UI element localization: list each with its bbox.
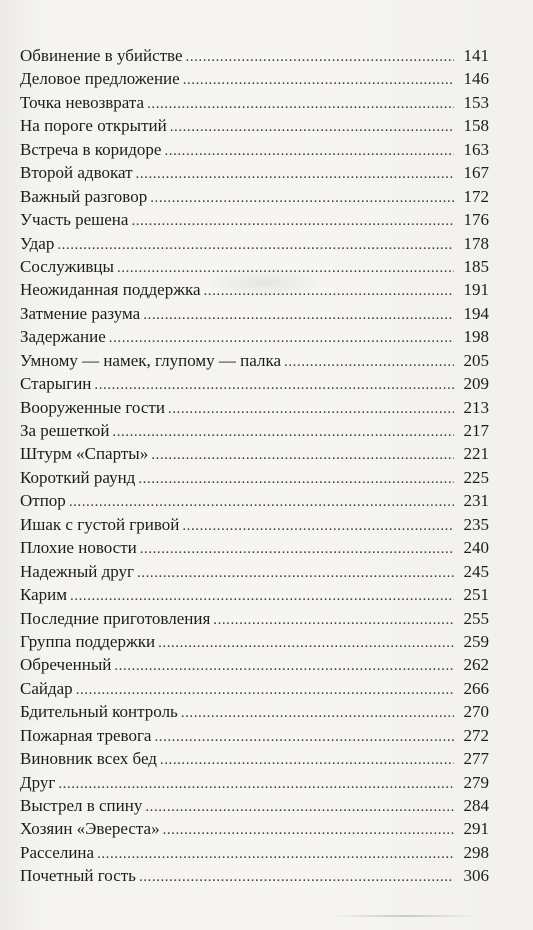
toc-dot-leader: [70, 588, 454, 605]
toc-entry-title: Второй адвокат: [20, 163, 133, 183]
toc-dot-leader: [58, 776, 454, 793]
toc-dot-leader: [154, 729, 454, 746]
toc-entry-title: Выстрел в спину: [20, 796, 143, 815]
toc-entry: [20, 702, 489, 725]
toc-entry-title: Вооруженные гости: [20, 397, 165, 417]
toc-dot-leader: [168, 401, 454, 418]
toc-entry: [20, 609, 489, 632]
toc-entry-title: Старыгин: [20, 374, 92, 394]
toc-entry-page-number: 277: [463, 749, 489, 769]
toc-entry: [20, 796, 489, 819]
toc-entry-title: Задержание: [20, 327, 106, 347]
toc-entry-title: Почетный гость: [20, 866, 136, 886]
toc-entry-title: Неожиданная поддержка: [20, 280, 201, 300]
toc-entry-title: На пороге открытий: [20, 116, 167, 136]
toc-entry-page-number: 279: [463, 772, 489, 792]
toc-dot-leader: [76, 682, 454, 699]
toc-dot-leader: [284, 354, 454, 371]
toc-dot-leader: [136, 166, 454, 183]
toc-entry-page-number: 141: [463, 46, 489, 65]
toc-entry: [20, 46, 489, 69]
toc-entry: [20, 257, 489, 280]
toc-entry-title: Ишак с густой гривой: [20, 514, 180, 534]
toc-dot-leader: [170, 119, 454, 136]
toc-entry-page-number: 240: [463, 538, 489, 558]
toc-entry-page-number: 176: [463, 210, 489, 230]
toc-dot-leader: [181, 705, 454, 722]
toc-entry-title: Удар: [20, 233, 55, 253]
toc-entry-title: Расселина: [20, 842, 95, 862]
toc-dot-leader: [186, 49, 454, 66]
toc-entry-page-number: 153: [463, 92, 489, 112]
toc-entry-page-number: 221: [463, 444, 489, 464]
toc-entry-page-number: 284: [463, 796, 489, 815]
toc-entry-title: Бдительный контроль: [20, 702, 178, 722]
toc-dot-leader: [213, 612, 454, 629]
toc-dot-leader: [109, 330, 454, 347]
toc-entry: [20, 843, 489, 866]
toc-entry-page-number: 272: [463, 725, 489, 745]
toc-entry: [20, 421, 489, 444]
toc-entry-title: Пожарная тревога: [20, 725, 152, 745]
toc-entry-title: Отпор: [20, 491, 66, 511]
toc-entry-title: Штурм «Спарты»: [20, 444, 149, 464]
toc-dot-leader: [94, 377, 454, 394]
toc-dot-leader: [97, 846, 454, 863]
toc-dot-leader: [150, 190, 454, 207]
toc-entry-title: Встреча в коридоре: [20, 139, 162, 159]
toc-dot-leader: [182, 518, 454, 535]
toc-entry: [20, 515, 489, 538]
toc-entry: [20, 749, 489, 772]
toc-entry-page-number: 266: [463, 678, 489, 698]
toc-dot-leader: [137, 565, 454, 582]
toc-dot-leader: [151, 447, 454, 464]
toc-entry-title: Обвинение в убийстве: [20, 46, 183, 65]
toc-entry: [20, 726, 489, 749]
toc-entry-title: Карим: [20, 585, 68, 605]
toc-entry: [20, 866, 489, 889]
toc-entry-title: Последние приготовления: [20, 608, 211, 628]
toc-entry-page-number: 225: [463, 467, 489, 487]
toc-entry-page-number: 251: [463, 585, 489, 605]
toc-entry: [20, 187, 489, 210]
toc-entry: [20, 679, 489, 702]
toc-entry: [20, 538, 489, 561]
toc-dot-leader: [57, 237, 454, 254]
toc-entry: [20, 773, 489, 796]
page-crease: [330, 915, 480, 917]
toc-entry-page-number: 262: [463, 655, 489, 675]
toc-entry-page-number: 185: [463, 256, 489, 276]
toc-dot-leader: [204, 283, 455, 300]
toc-entry: [20, 398, 489, 421]
toc-dot-leader: [143, 307, 454, 324]
toc-entry-page-number: 194: [463, 303, 489, 323]
toc-entry: [20, 93, 489, 116]
toc-dot-leader: [112, 424, 454, 441]
toc-entry-title: Надежный друг: [20, 561, 135, 581]
toc-dot-leader: [160, 752, 454, 769]
toc-entry-title: Группа поддержки: [20, 631, 156, 651]
toc-entry-title: Виновник всех бед: [20, 749, 157, 769]
toc-entry-title: Сослуживцы: [20, 256, 114, 276]
toc-entry-page-number: 235: [463, 514, 489, 534]
toc-entry-page-number: 213: [463, 397, 489, 417]
toc-dot-leader: [164, 143, 454, 160]
toc-entry: [20, 655, 489, 678]
toc-entry-title: Хозяин «Эвереста»: [20, 819, 160, 839]
toc-dot-leader: [131, 213, 454, 230]
toc-entry: [20, 585, 489, 608]
toc-entry-page-number: 191: [463, 280, 489, 300]
toc-entry: [20, 468, 489, 491]
toc-dot-leader: [163, 822, 454, 839]
toc-entry-title: За решеткой: [20, 421, 110, 440]
toc-entry: [20, 210, 489, 233]
toc-entry: [20, 280, 489, 303]
toc-entry: [20, 69, 489, 92]
table-of-contents: [20, 46, 489, 890]
toc-entry: [20, 351, 489, 374]
toc-entry-page-number: 205: [463, 350, 489, 370]
toc-entry-page-number: 209: [463, 374, 489, 394]
toc-dot-leader: [158, 635, 454, 652]
toc-entry: [20, 632, 489, 655]
toc-entry-page-number: 298: [463, 842, 489, 862]
toc-entry-title: Плохие новости: [20, 538, 137, 558]
toc-entry-title: Умному — намек, глупому — палка: [20, 350, 281, 370]
toc-entry-title: Обреченный: [20, 655, 112, 675]
toc-entry-title: Затмение разума: [20, 303, 141, 323]
toc-entry-page-number: 158: [463, 116, 489, 136]
toc-entry: [20, 819, 489, 842]
toc-entry-title: Друг: [20, 772, 56, 792]
toc-entry-page-number: 198: [463, 327, 489, 347]
toc-entry: [20, 562, 489, 585]
toc-entry-page-number: 167: [463, 163, 489, 183]
toc-entry-title: Сайдар: [20, 678, 73, 698]
toc-entry: [20, 140, 489, 163]
toc-dot-leader: [69, 494, 454, 511]
toc-entry-page-number: 146: [463, 69, 489, 89]
toc-entry-title: Деловое предложение: [20, 69, 180, 89]
toc-dot-leader: [147, 96, 454, 113]
toc-entry-page-number: 163: [463, 139, 489, 159]
toc-entry-page-number: 231: [463, 491, 489, 511]
toc-entry-page-number: 259: [463, 631, 489, 651]
toc-dot-leader: [138, 471, 454, 488]
toc-entry: [20, 163, 489, 186]
toc-entry-page-number: 270: [463, 702, 489, 722]
toc-entry-page-number: 217: [463, 421, 489, 440]
toc-entry: [20, 234, 489, 257]
toc-dot-leader: [140, 541, 454, 558]
toc-entry-page-number: 245: [463, 561, 489, 581]
toc-entry-title: Участь решена: [20, 210, 129, 230]
toc-entry: [20, 491, 489, 514]
toc-dot-leader: [114, 658, 454, 675]
toc-dot-leader: [139, 869, 454, 886]
toc-entry-page-number: 255: [463, 608, 489, 628]
toc-entry: [20, 304, 489, 327]
toc-entry-page-number: 306: [463, 866, 489, 886]
toc-dot-leader: [145, 799, 454, 816]
toc-entry-title: Короткий раунд: [20, 467, 136, 487]
toc-entry: [20, 327, 489, 350]
toc-dot-leader: [183, 72, 454, 89]
toc-dot-leader: [117, 260, 454, 277]
toc-entry-title: Важный разговор: [20, 186, 148, 206]
toc-entry-page-number: 178: [463, 233, 489, 253]
toc-entry: [20, 374, 489, 397]
toc-entry-page-number: 172: [463, 186, 489, 206]
toc-entry: [20, 444, 489, 467]
toc-entry-page-number: 291: [463, 819, 489, 839]
toc-entry-title: Точка невозврата: [20, 92, 145, 112]
toc-entry: [20, 116, 489, 139]
